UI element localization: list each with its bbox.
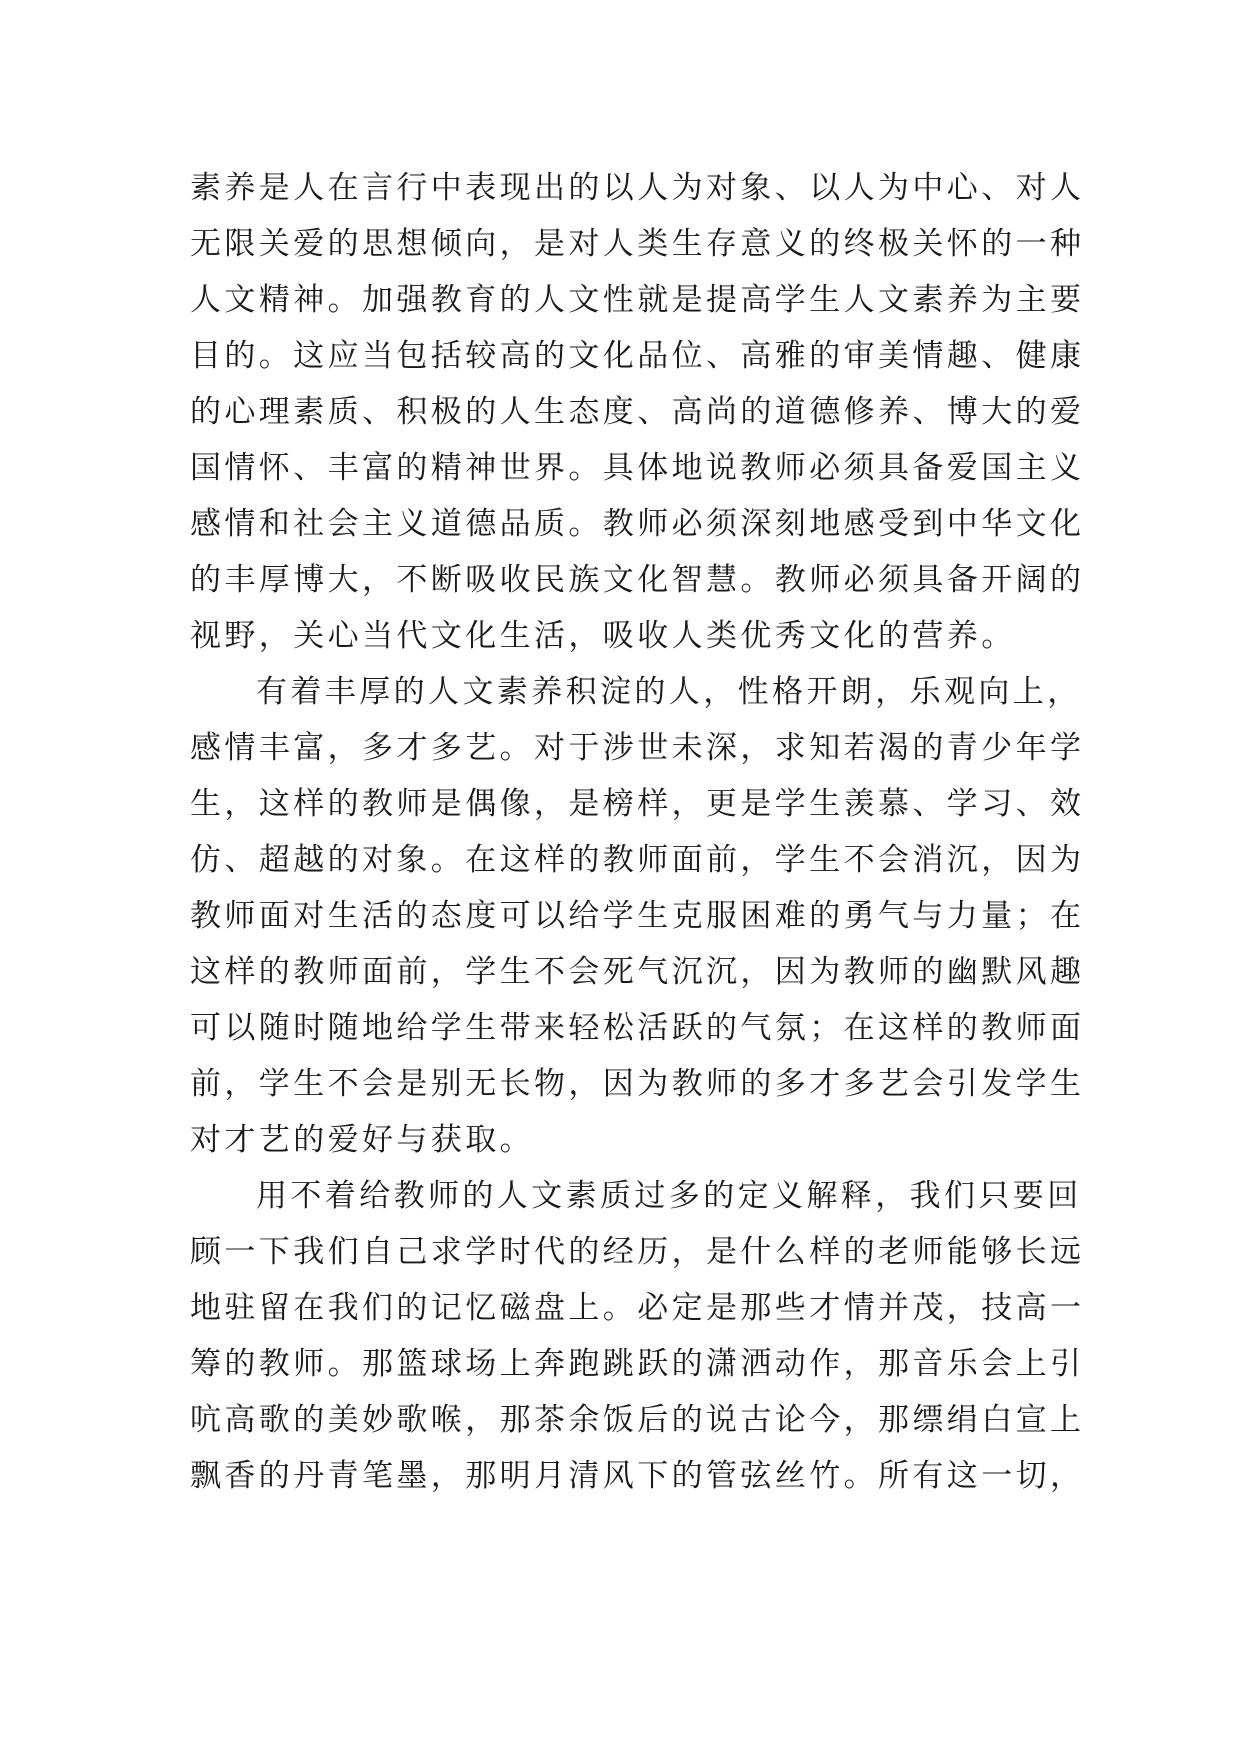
text-line: 的丰厚博大，不断吸收民族文化智慧。教师必须具备开阔的 — [190, 562, 1085, 598]
text-line: 地驻留在我们的记忆磁盘上。必定是那些才情并茂，技高一 — [190, 1290, 1085, 1326]
text-line: 素养是人在言行中表现出的以人为对象、以人为中心、对人 — [190, 170, 1085, 206]
text-line: 这样的教师面前，学生不会死气沉沉，因为教师的幽默风趣 — [190, 954, 1085, 990]
text-line: 生，这样的教师是偶像，是榜样，更是学生羡慕、学习、效 — [190, 786, 1085, 822]
text-line: 人文精神。加强教育的人文性就是提高学生人文素养为主要 — [190, 282, 1085, 318]
text-line: 感情丰富，多才多艺。对于涉世未深，求知若渴的青少年学 — [190, 730, 1085, 766]
text-line: 吭高歌的美妙歌喉，那茶余饭后的说古论今，那缥绢白宣上 — [190, 1402, 1085, 1438]
text-line: 的心理素质、积极的人生态度、高尚的道德修养、博大的爱 — [190, 394, 1085, 430]
text-line: 无限关爱的思想倾向，是对人类生存意义的终极关怀的一种 — [190, 226, 1085, 262]
text-line: 感情和社会主义道德品质。教师必须深刻地感受到中华文化 — [190, 506, 1085, 542]
text-line: 对才艺的爱好与获取。 — [190, 1122, 534, 1158]
text-line: 顾一下我们自己求学时代的经历，是什么样的老师能够长远 — [190, 1234, 1085, 1270]
text-line: 国情怀、丰富的精神世界。具体地说教师必须具备爱国主义 — [190, 450, 1085, 486]
text-line: 目的。这应当包括较高的文化品位、高雅的审美情趣、健康 — [190, 338, 1085, 374]
document-body-text — [190, 160, 1085, 1504]
text-line: 视野，关心当代文化生活，吸收人类优秀文化的营养。 — [190, 618, 1016, 654]
text-line: 飘香的丹青笔墨，那明月清风下的管弦丝竹。所有这一切， — [190, 1458, 1085, 1494]
text-line: 筹的教师。那篮球场上奔跑跳跃的潇洒动作，那音乐会上引 — [190, 1346, 1085, 1382]
text-line: 可以随时随地给学生带来轻松活跃的气氛；在这样的教师面 — [190, 1010, 1085, 1046]
paragraph-start-line: 用不着给教师的人文素质过多的定义解释，我们只要回 — [256, 1178, 1082, 1214]
text-line: 前，学生不会是别无长物，因为教师的多才多艺会引发学生 — [190, 1066, 1085, 1102]
text-line: 教师面对生活的态度可以给学生克服困难的勇气与力量；在 — [190, 898, 1085, 934]
text-line: 仿、超越的对象。在这样的教师面前，学生不会消沉，因为 — [190, 842, 1085, 878]
paragraph-start-line: 有着丰厚的人文素养积淀的人，性格开朗，乐观向上， — [256, 674, 1082, 710]
